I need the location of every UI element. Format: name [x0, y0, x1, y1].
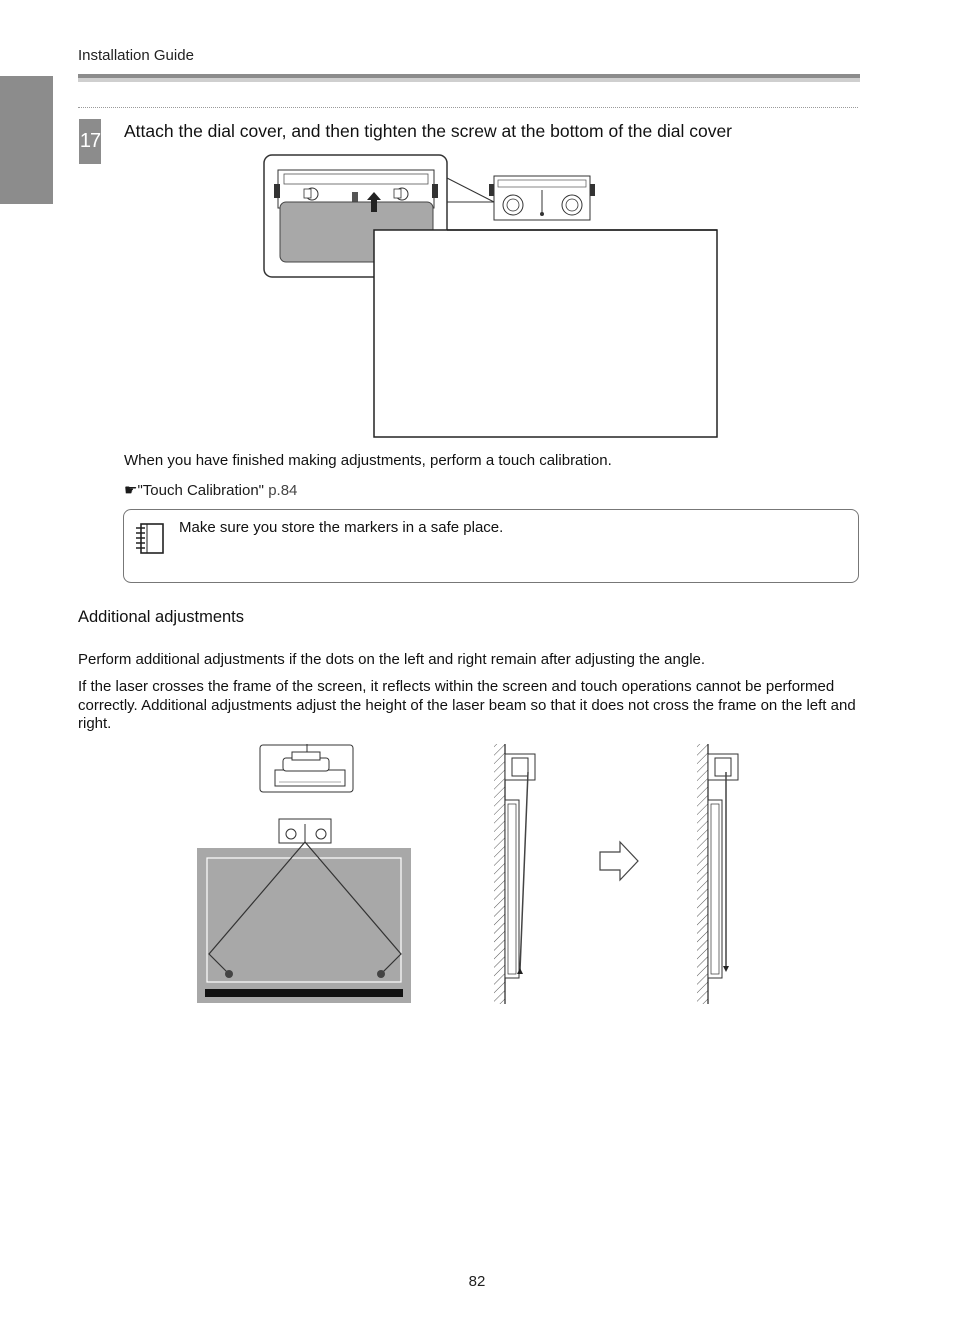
note-box — [123, 509, 859, 583]
notebook-icon — [133, 520, 167, 556]
header-rule-light — [78, 78, 860, 82]
step-number-badge: 17 — [79, 119, 101, 164]
section-paragraph-1: Perform additional adjustments if the dots on the left and right remain after adjusting the angle. — [78, 651, 706, 668]
page-number: 82 — [468, 1273, 486, 1290]
dial-cover-figure — [260, 150, 722, 442]
link-page[interactable]: p.84 — [268, 482, 298, 499]
finished-instruction: When you have finished making adjustments, perform a touch calibration. — [124, 452, 612, 469]
section-paragraph-2: If the laser crosses the frame of the screen, it reflects within the screen and touch operations cannot be performed correctly. Additional adjustments adjust the height of the laser beam so that it does not cross the frame on the left and right. — [78, 678, 856, 732]
step-instruction: Attach the dial cover, and then tighten the screw at the bottom of the dial cover — [124, 121, 733, 141]
link-label[interactable]: "Touch Calibration" — [137, 482, 265, 499]
side-view-after-figure — [693, 742, 743, 1006]
header-title: Installation Guide — [78, 47, 194, 64]
chapter-side-tab — [0, 76, 53, 204]
dotted-divider — [78, 107, 858, 108]
right-arrow-icon — [598, 840, 642, 884]
laser-front-view-figure — [195, 742, 415, 1006]
pointing-hand-icon: ☛ — [124, 482, 138, 499]
reference-link[interactable] — [124, 481, 297, 499]
side-view-before-figure — [490, 742, 540, 1006]
section-title: Additional adjustments — [78, 608, 245, 626]
note-text: Make sure you store the markers in a safe place. — [179, 519, 504, 536]
